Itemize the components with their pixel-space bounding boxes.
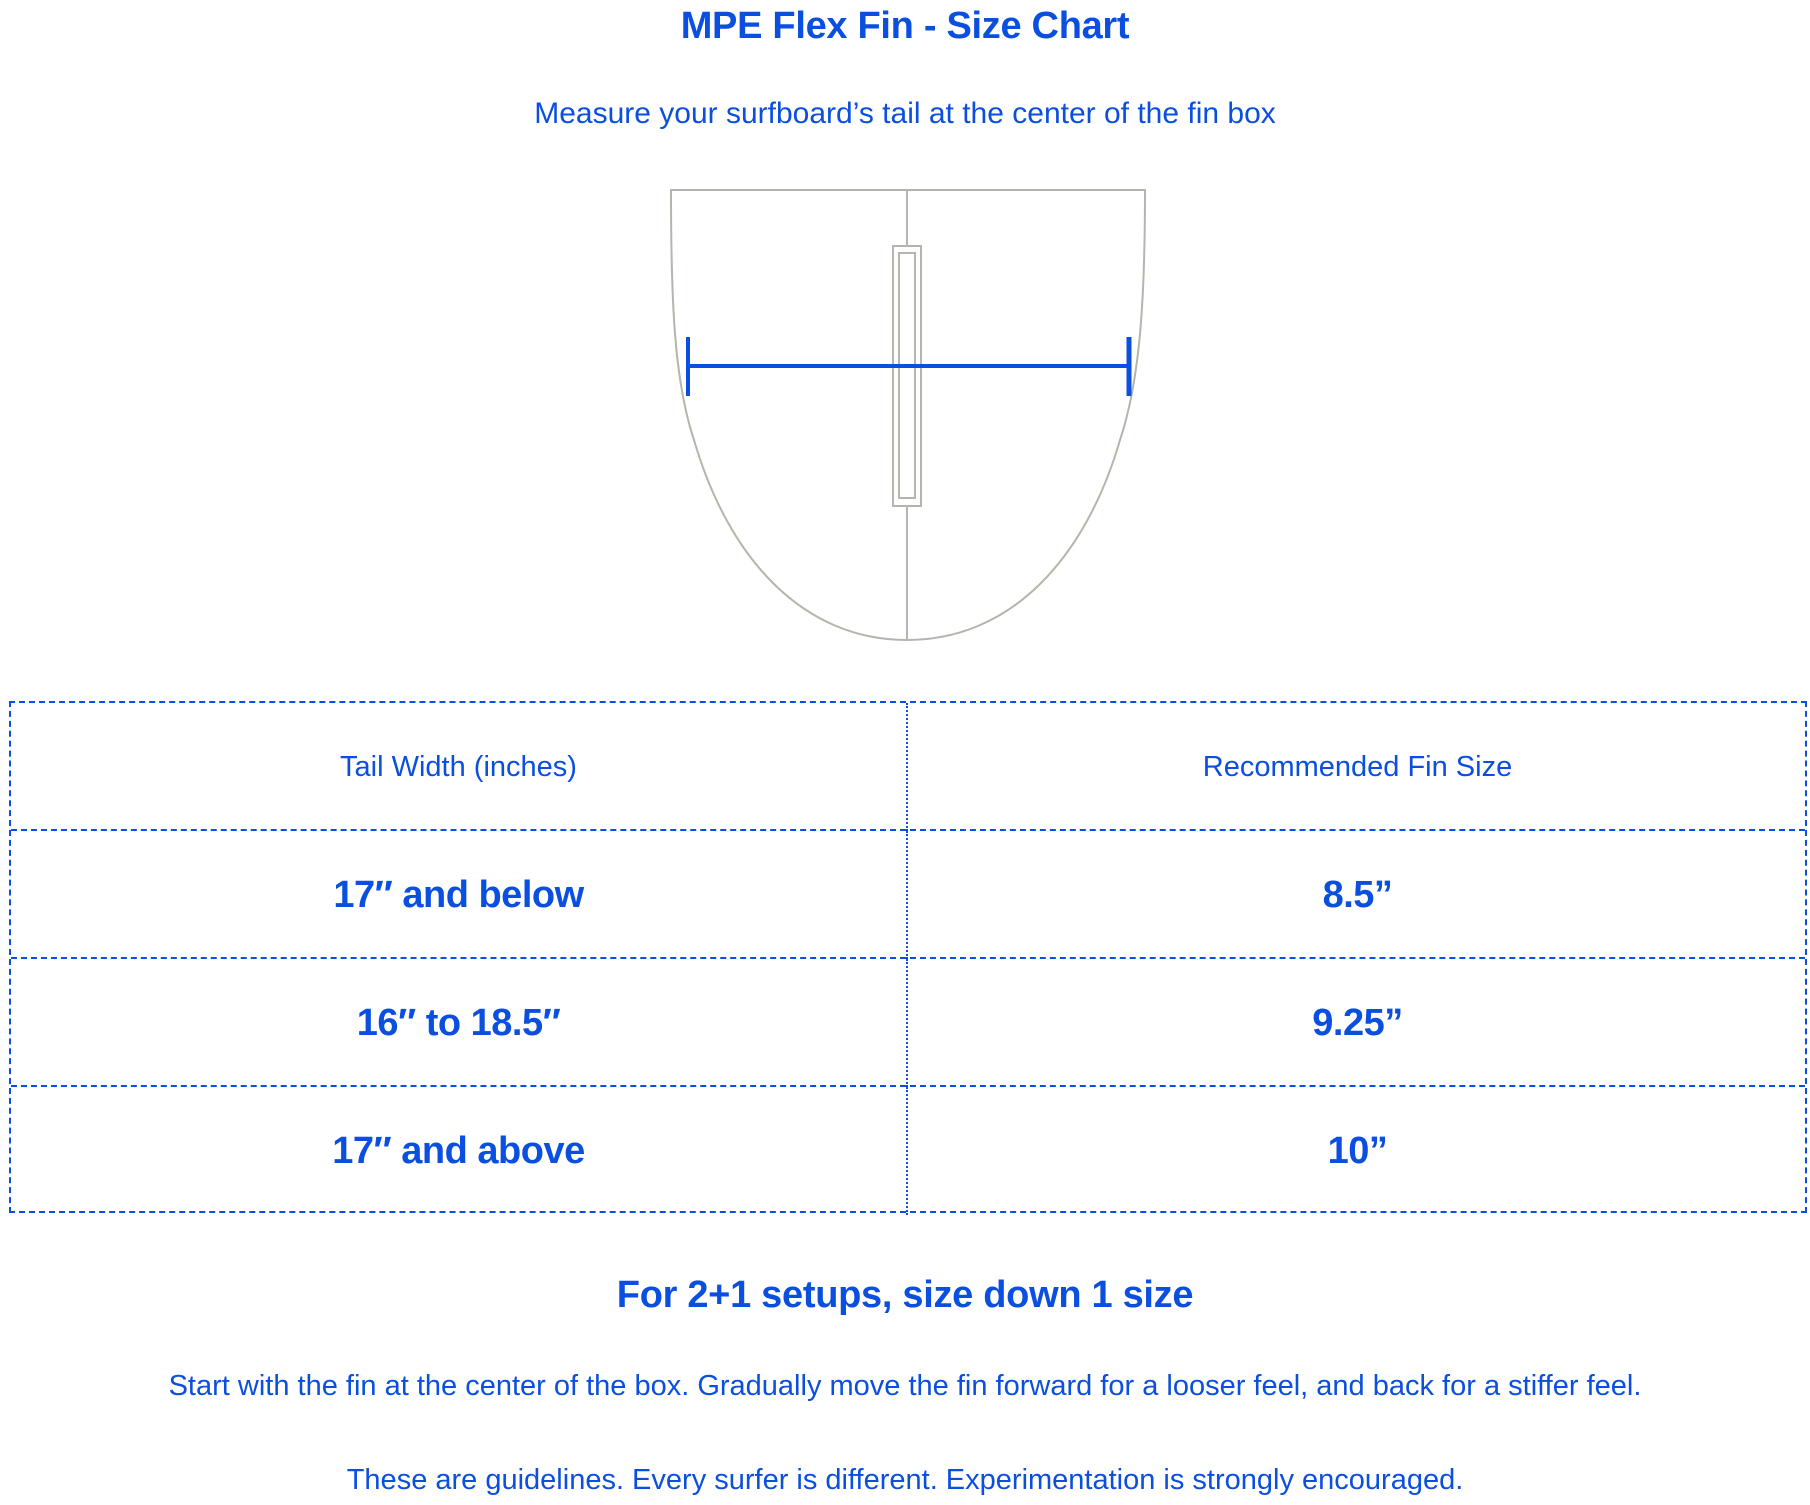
table-row <box>11 829 1805 957</box>
table-row <box>11 957 1805 1085</box>
fin-size-cell: 8.5” <box>906 831 1807 959</box>
fin-size-cell: 10” <box>906 1087 1807 1215</box>
table-header-row <box>11 703 1805 831</box>
table-row <box>11 1085 1805 1213</box>
page-subtitle: Measure your surfboard’s tail at the center of the fin box <box>534 97 1276 130</box>
surfboard-tail-diagram <box>640 180 1180 670</box>
tail-width-cell: 17″ and below <box>333 873 584 916</box>
column-header-fin-size: Recommended Fin Size <box>906 703 1807 831</box>
size-chart-table <box>9 701 1807 1213</box>
setup-note-heading: For 2+1 setups, size down 1 size <box>616 1274 1194 1316</box>
tail-width-cell: 16″ to 18.5″ <box>356 1001 561 1044</box>
column-header-tail-width: Tail Width (inches) <box>340 750 577 783</box>
fin-placement-note: Start with the fin at the center of the box. Gradually move the fin forward for a looser feel, and back for a stiffer feel. <box>168 1370 1642 1402</box>
measurement-bar-icon <box>688 337 1129 396</box>
fin-size-cell: 9.25” <box>906 959 1807 1087</box>
tail-width-cell: 17″ and above <box>332 1129 585 1172</box>
page-title: MPE Flex Fin - Size Chart <box>680 5 1130 47</box>
guidelines-note: These are guidelines. Every surfer is different. Experimentation is strongly encouraged. <box>346 1464 1464 1496</box>
surfboard-outline-icon <box>671 190 1145 640</box>
